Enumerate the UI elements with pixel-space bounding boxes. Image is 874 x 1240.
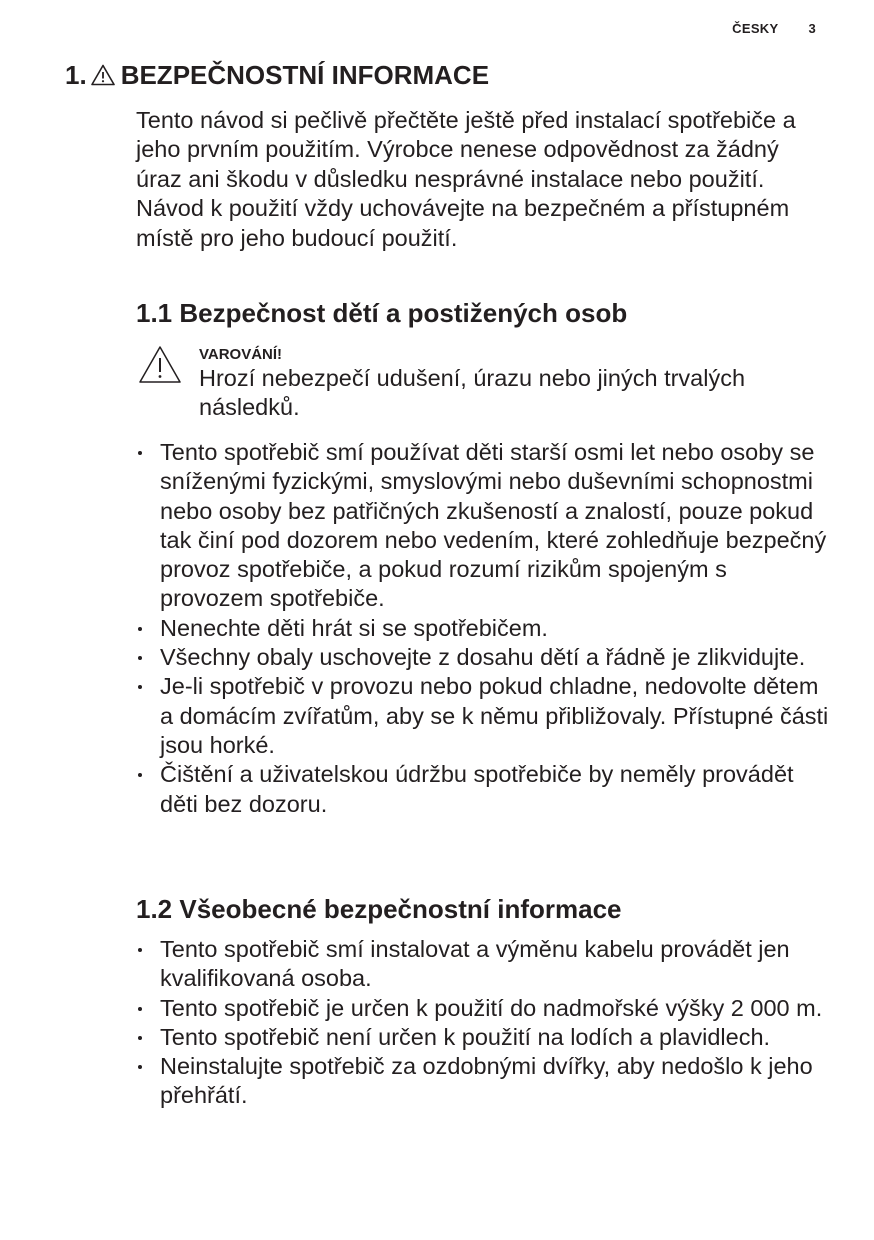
- section-title: [65, 60, 489, 91]
- list-item: Čištění a uživatelskou údržbu spotřebiče by neměly provádět děti bez dozoru.: [136, 760, 836, 819]
- bullet-icon: [138, 1007, 142, 1011]
- bullet-icon: [138, 685, 142, 689]
- list-item: Tento spotřebič smí používat děti starší osmi let nebo osoby se sníženými fyzickými, smyslovými nebo duševními schopnostmi nebo osoby bez patřičných zkušeností a znalostí, pouze pokud tak činí pod dozorem nebo vedením, které zohledňuje bezpečný provoz spotřebiče, a pokud rozumí rizikům spojeným s provozem spotřebiče.: [136, 438, 836, 614]
- list-item: Tento spotřebič je určen k použití do nadmořské výšky 2 000 m.: [136, 994, 836, 1023]
- section-title-text: BEZPEČNOSTNÍ INFORMACE: [120, 60, 490, 90]
- subsection-title-children: 1.1 Bezpečnost dětí a postižených osob: [136, 298, 628, 328]
- general-safety-list: [136, 935, 836, 1111]
- subsection-title-general: 1.2 Všeobecné bezpečnostní informace: [136, 894, 622, 924]
- warning-triangle-icon: [138, 345, 182, 385]
- bullet-icon: [138, 1036, 142, 1040]
- list-item: Neinstalujte spotřebič za ozdobnými dvířky, aby nedošlo k jeho přehřátí.: [136, 1052, 836, 1111]
- bullet-icon: [138, 656, 142, 660]
- bullet-icon: [138, 451, 142, 455]
- list-item: Všechny obaly uschovejte z dosahu dětí a řádně je zlikvidujte.: [136, 643, 836, 672]
- language-label: ČESKY: [732, 21, 779, 36]
- warning-triangle-icon: [91, 64, 115, 86]
- list-item: Nenechte děti hrát si se spotřebičem.: [136, 614, 836, 643]
- page-number: 3: [808, 21, 816, 36]
- warning-text: Hrozí nebezpečí udušení, úrazu nebo jiných trvalých následků.: [199, 365, 746, 421]
- intro-paragraph: Tento návod si pečlivě přečtěte ještě před instalací spotřebiče a jeho prvním použitím. Výrobce nenese odpovědnost za žádný úraz ani škodu v důsledku nesprávné instalace nebo použití. Návod k použití vždy uchovávejte na bezpečném a přístupném místě pro jeho budoucí použití.: [136, 107, 796, 251]
- children-safety-list: [136, 438, 836, 819]
- section-number: 1.: [65, 60, 87, 90]
- list-item: Tento spotřebič smí instalovat a výměnu kabelu provádět jen kvalifikovaná osoba.: [136, 935, 836, 994]
- bullet-icon: [138, 948, 142, 952]
- bullet-icon: [138, 1065, 142, 1069]
- warning-label: VAROVÁNÍ!: [199, 346, 283, 363]
- bullet-icon: [138, 773, 142, 777]
- page-header: [732, 21, 816, 36]
- list-item: Je-li spotřebič v provozu nebo pokud chladne, nedovolte dětem a domácím zvířatům, aby se k němu přibližovaly. Přístupné části jsou horké.: [136, 672, 836, 760]
- list-item: Tento spotřebič není určen k použití na lodích a plavidlech.: [136, 1023, 836, 1052]
- bullet-icon: [138, 627, 142, 631]
